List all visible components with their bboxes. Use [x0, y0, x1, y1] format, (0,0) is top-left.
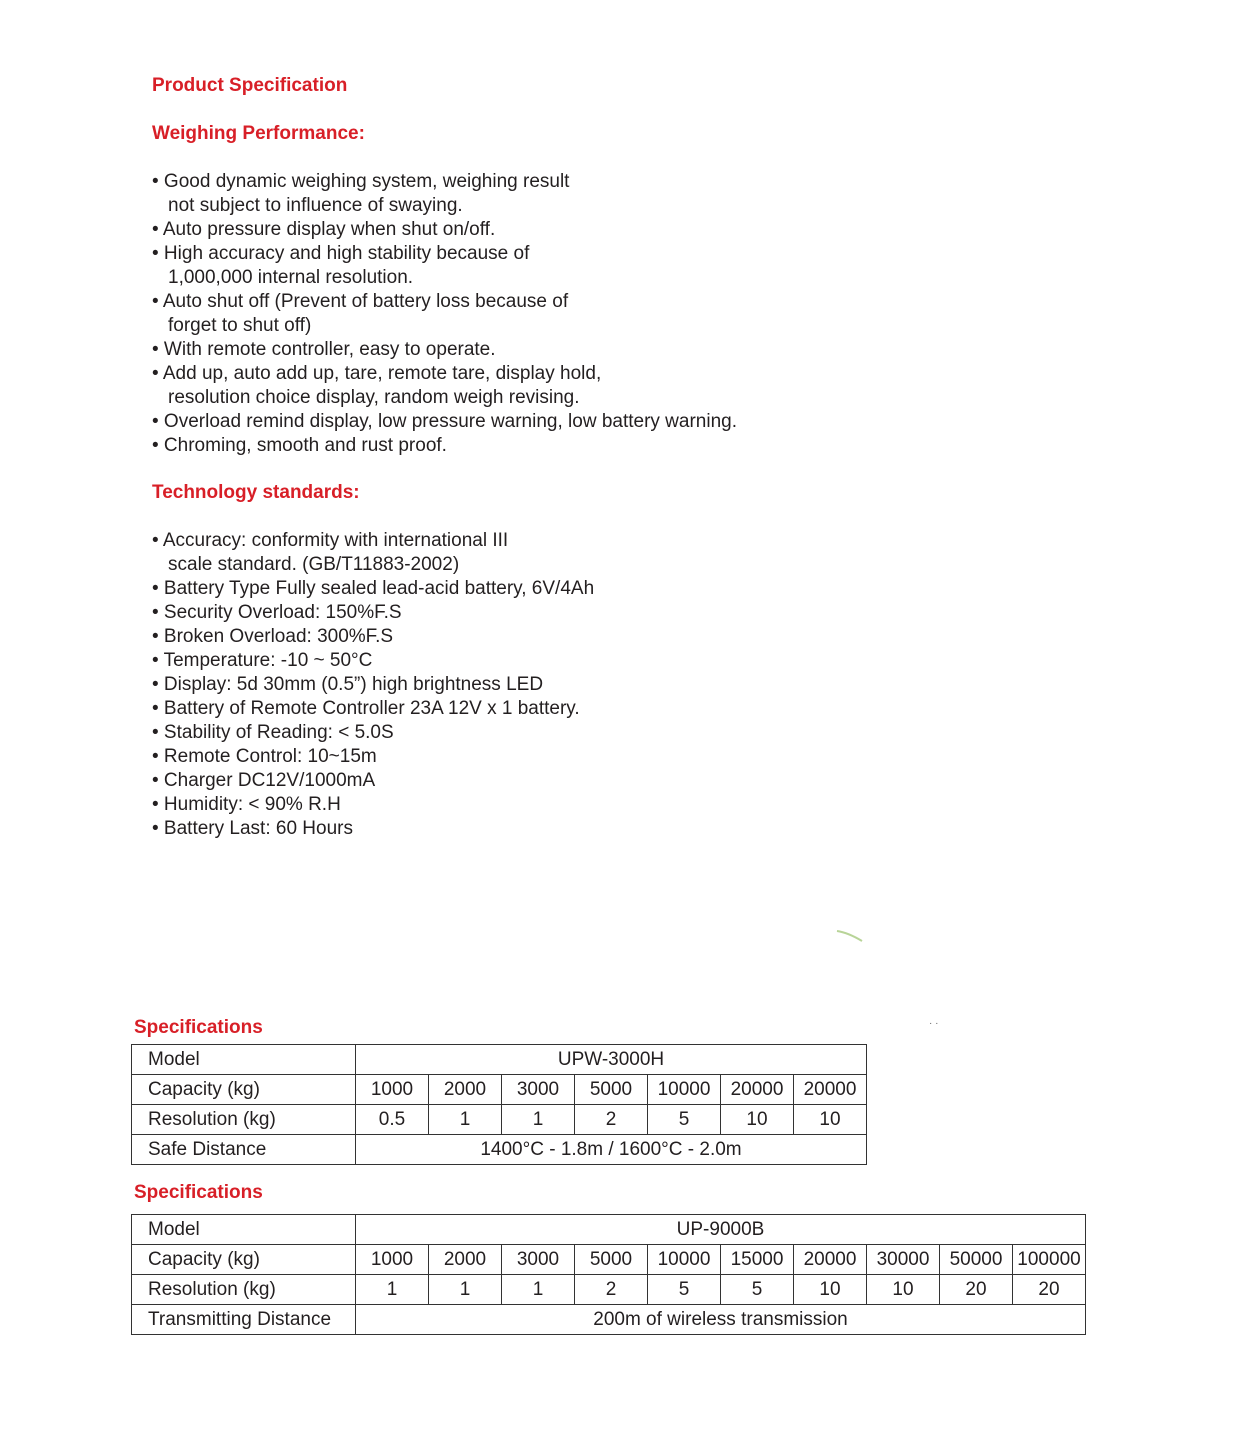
specifications-heading-1: Specifications: [134, 1017, 263, 1038]
list-item-continuation: 1,000,000 internal resolution.: [168, 267, 414, 288]
capacity-cell: 1000: [356, 1075, 429, 1105]
capacity-cell: 5000: [575, 1245, 648, 1275]
table-row: [132, 1045, 867, 1075]
list-item: [152, 410, 737, 434]
list-item: [152, 170, 737, 218]
model-label: Model: [132, 1045, 356, 1075]
list-item: [152, 625, 594, 649]
list-item: [152, 218, 737, 242]
list-item: [152, 242, 737, 290]
resolution-cell: 5: [648, 1275, 721, 1305]
list-item: [152, 697, 594, 721]
resolution-cell: 10: [794, 1105, 867, 1135]
list-item-text: • With remote controller, easy to operate.: [152, 339, 496, 360]
capacity-cell: 2000: [429, 1245, 502, 1275]
capacity-cell: 5000: [575, 1075, 648, 1105]
resolution-cell: 1: [502, 1105, 575, 1135]
list-item: [152, 745, 594, 769]
list-item-continuation: scale standard. (GB/T11883-2002): [168, 554, 460, 575]
resolution-cell: 10: [794, 1275, 867, 1305]
resolution-cell: 0.5: [356, 1105, 429, 1135]
capacity-cell: 20000: [794, 1245, 867, 1275]
list-item-text: • Security Overload: 150%F.S: [152, 602, 402, 623]
list-item-text: • Remote Control: 10~15m: [152, 746, 377, 767]
resolution-cell: 1: [502, 1275, 575, 1305]
table-row: [132, 1135, 867, 1165]
list-item: [152, 649, 594, 673]
list-item-text: • Temperature: -10 ~ 50°C: [152, 650, 373, 671]
resolution-label: Resolution (kg): [132, 1105, 356, 1135]
weighing-performance-heading: Weighing Performance:: [152, 123, 365, 144]
list-item: [152, 769, 594, 793]
stray-mark: [836, 928, 864, 942]
transmitting-distance-label: Transmitting Distance: [132, 1305, 356, 1335]
list-item-text: • Broken Overload: 300%F.S: [152, 626, 394, 647]
resolution-cell: 10: [867, 1275, 940, 1305]
resolution-cell: 10: [721, 1105, 794, 1135]
list-item: [152, 793, 594, 817]
list-item-text: • Add up, auto add up, tare, remote tare, display hold,: [152, 363, 602, 384]
list-item-continuation: forget to shut off): [168, 315, 312, 336]
resolution-cell: 1: [429, 1275, 502, 1305]
capacity-label: Capacity (kg): [132, 1075, 356, 1105]
list-item-text: • Chroming, smooth and rust proof.: [152, 435, 447, 456]
spec-table-up-9000b: [131, 1214, 1086, 1335]
resolution-cell: 20: [940, 1275, 1013, 1305]
capacity-cell: 20000: [721, 1075, 794, 1105]
technology-standards-heading: Technology standards:: [152, 482, 360, 503]
safe-distance-label: Safe Distance: [132, 1135, 356, 1165]
resolution-cell: 1: [356, 1275, 429, 1305]
list-item-continuation: resolution choice display, random weigh revising.: [168, 387, 580, 408]
model-value: UP-9000B: [356, 1215, 1086, 1245]
list-item-text: • Overload remind display, low pressure warning, low battery warning.: [152, 411, 738, 432]
list-item: [152, 577, 594, 601]
table-row: [132, 1105, 867, 1135]
list-item-text: • Battery Last: 60 Hours: [152, 818, 353, 839]
capacity-cell: 10000: [648, 1075, 721, 1105]
list-item-text: • High accuracy and high stability because of: [152, 243, 530, 264]
list-item-text: • Stability of Reading: < 5.0S: [152, 722, 394, 743]
table-row: [132, 1215, 1086, 1245]
capacity-cell: 30000: [867, 1245, 940, 1275]
table-row: [132, 1245, 1086, 1275]
list-item-text: • Good dynamic weighing system, weighing result: [152, 171, 570, 192]
table-row: [132, 1075, 867, 1105]
list-item: [152, 338, 737, 362]
page-title: Product Specification: [152, 75, 348, 96]
table-row: [132, 1305, 1086, 1335]
list-item: [152, 290, 737, 338]
weighing-performance-list: [152, 170, 737, 458]
resolution-cell: 5: [648, 1105, 721, 1135]
capacity-cell: 3000: [502, 1245, 575, 1275]
resolution-cell: 2: [575, 1105, 648, 1135]
list-item: [152, 529, 594, 577]
capacity-cell: 3000: [502, 1075, 575, 1105]
technology-standards-list: [152, 529, 594, 841]
list-item: [152, 601, 594, 625]
capacity-cell: 1000: [356, 1245, 429, 1275]
safe-distance-value: 1400°C - 1.8m / 1600°C - 2.0m: [356, 1135, 867, 1165]
list-item: [152, 434, 737, 458]
resolution-cell: 2: [575, 1275, 648, 1305]
transmitting-distance-value: 200m of wireless transmission: [356, 1305, 1086, 1335]
list-item-text: • Accuracy: conformity with international III: [152, 530, 509, 551]
model-value: UPW-3000H: [356, 1045, 867, 1075]
resolution-label: Resolution (kg): [132, 1275, 356, 1305]
spec-table-upw-3000h: [131, 1044, 867, 1165]
list-item: [152, 817, 594, 841]
capacity-cell: 2000: [429, 1075, 502, 1105]
list-item-text: • Charger DC12V/1000mA: [152, 770, 376, 791]
capacity-cell: 15000: [721, 1245, 794, 1275]
list-item-text: • Battery of Remote Controller 23A 12V x 1 battery.: [152, 698, 580, 719]
list-item: [152, 362, 737, 410]
capacity-cell: 50000: [940, 1245, 1013, 1275]
list-item-continuation: not subject to influence of swaying.: [168, 195, 463, 216]
resolution-cell: 5: [721, 1275, 794, 1305]
capacity-cell: 20000: [794, 1075, 867, 1105]
list-item: [152, 673, 594, 697]
capacity-cell: 100000: [1013, 1245, 1086, 1275]
specifications-heading-2: Specifications: [134, 1182, 263, 1203]
list-item-text: • Auto shut off (Prevent of battery loss because of: [152, 291, 569, 312]
list-item-text: • Auto pressure display when shut on/off.: [152, 219, 496, 240]
resolution-cell: 20: [1013, 1275, 1086, 1305]
stray-dots: · ·: [929, 1018, 939, 1029]
capacity-cell: 10000: [648, 1245, 721, 1275]
resolution-cell: 1: [429, 1105, 502, 1135]
list-item-text: • Battery Type Fully sealed lead-acid battery, 6V/4Ah: [152, 578, 595, 599]
capacity-label: Capacity (kg): [132, 1245, 356, 1275]
model-label: Model: [132, 1215, 356, 1245]
list-item-text: • Humidity: < 90% R.H: [152, 794, 341, 815]
list-item-text: • Display: 5d 30mm (0.5”) high brightness LED: [152, 674, 544, 695]
list-item: [152, 721, 594, 745]
table-row: [132, 1275, 1086, 1305]
